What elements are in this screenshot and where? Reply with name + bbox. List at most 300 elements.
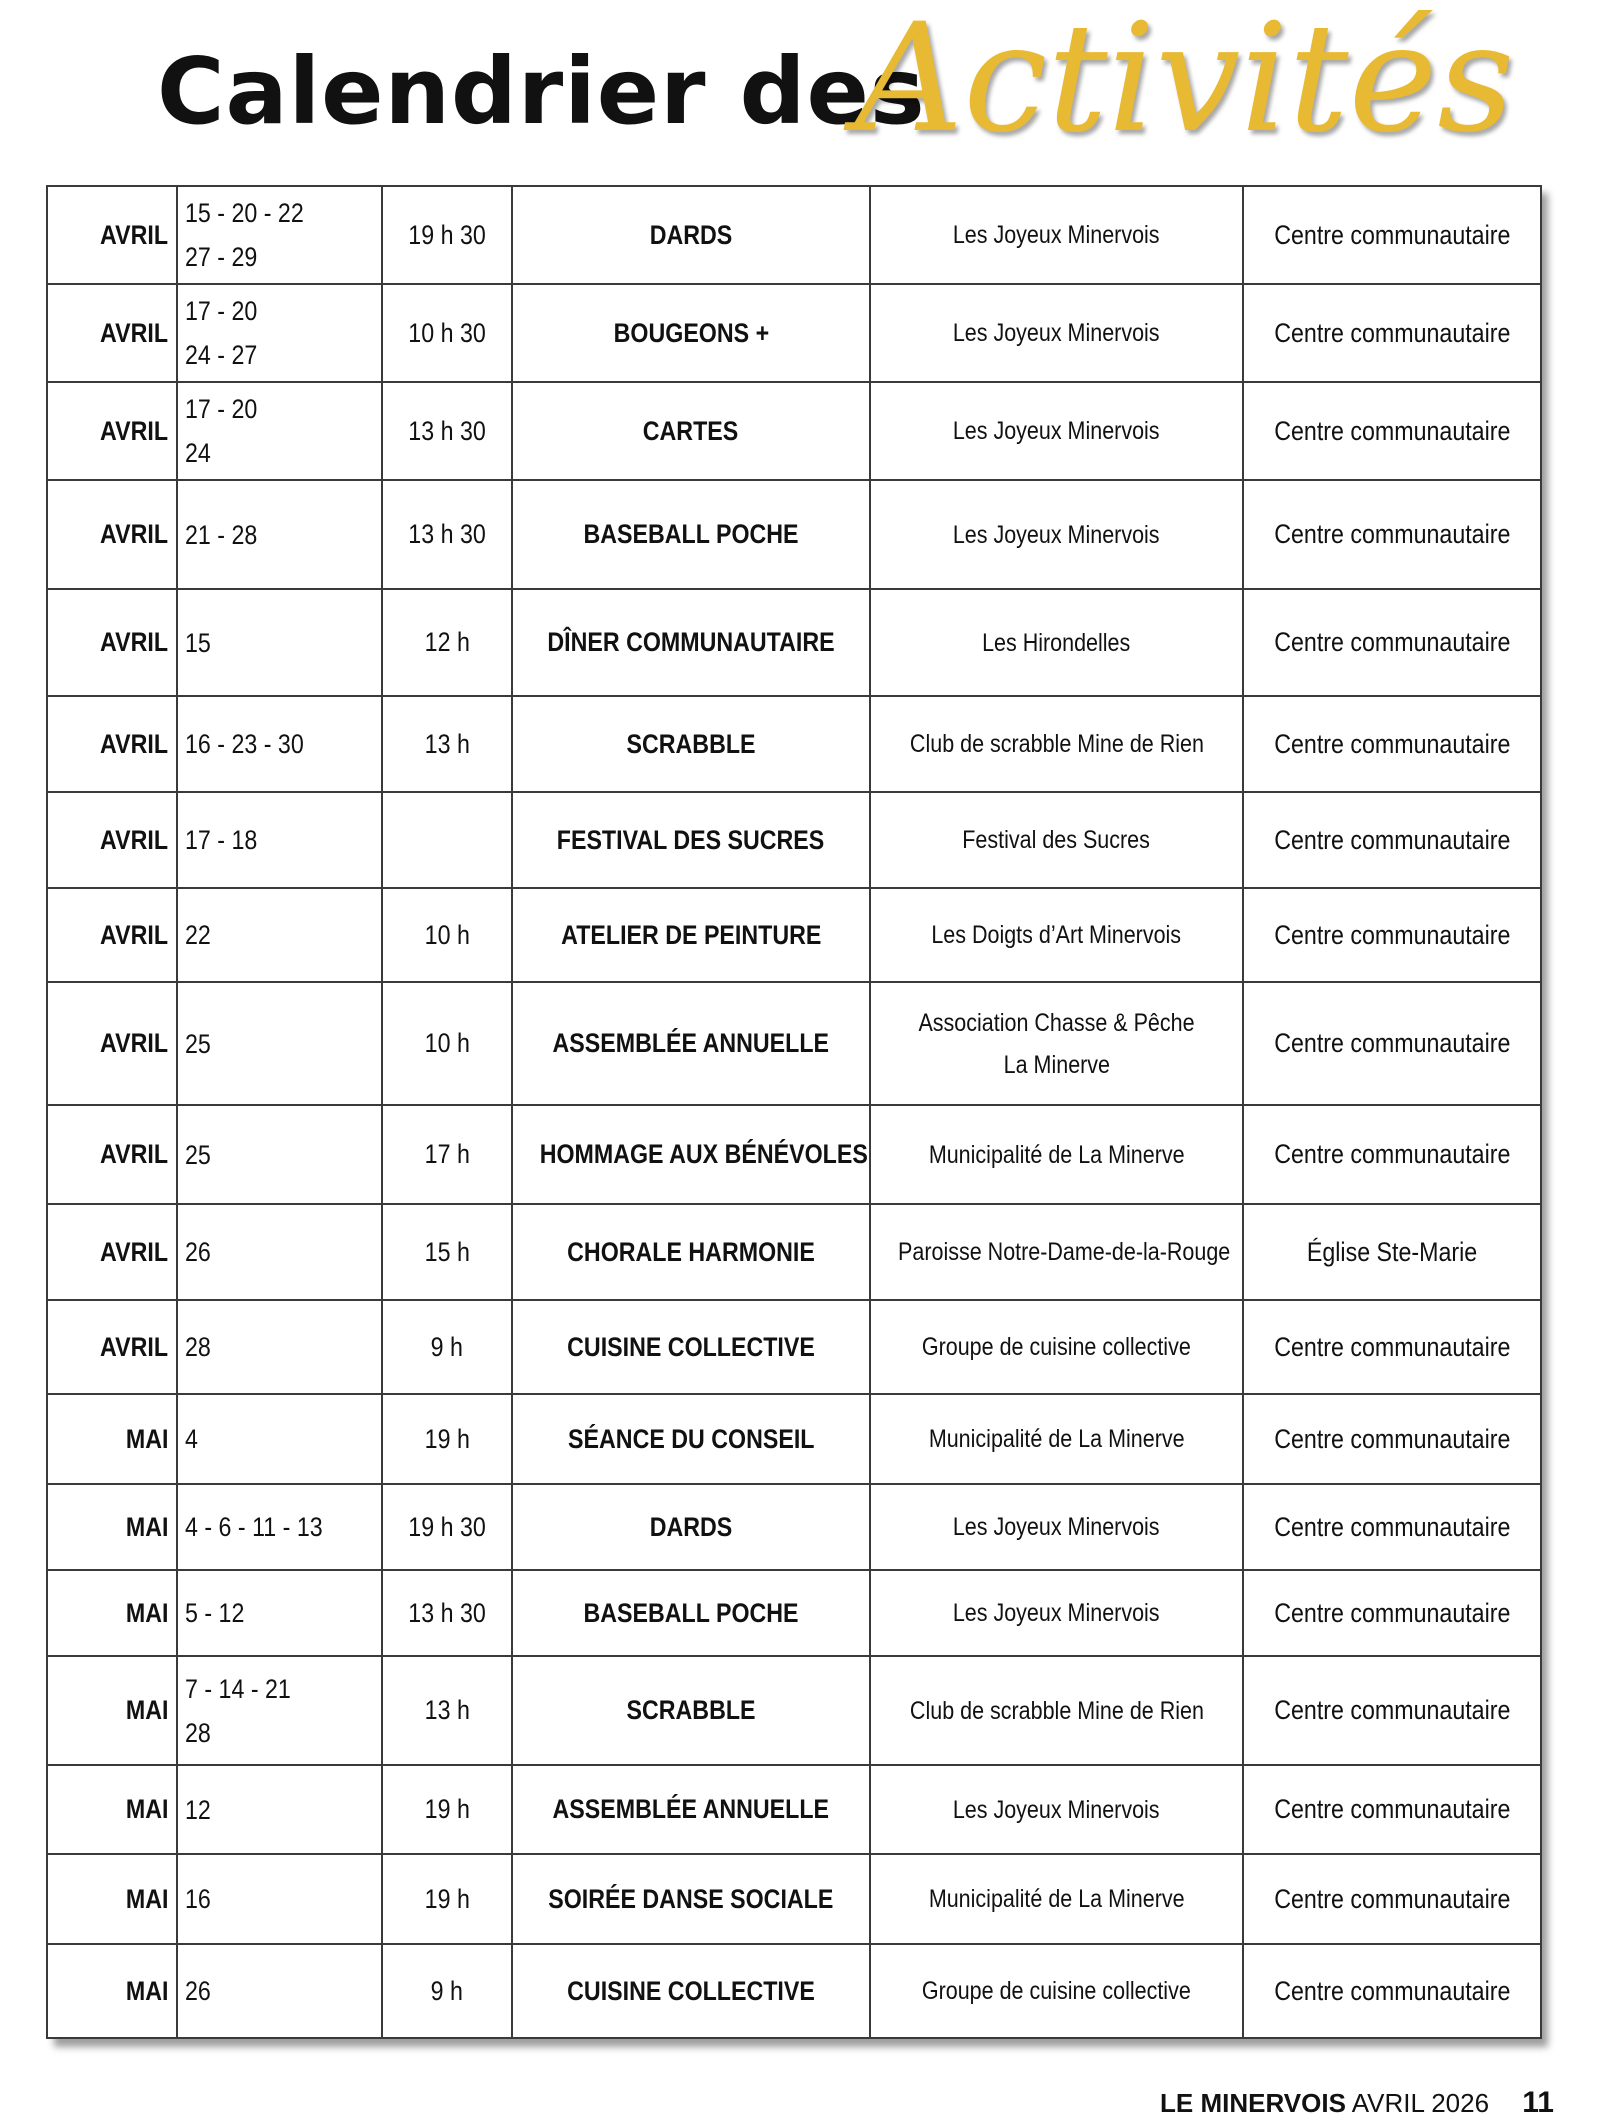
time-text: 9 h: [430, 1975, 464, 2006]
month-cell: [47, 1765, 177, 1854]
month-label: AVRIL: [100, 1331, 168, 1362]
activity-name: CUISINE COLLECTIVE: [567, 1331, 815, 1362]
activity-name: CARTES: [643, 415, 739, 446]
dates-cell: [177, 1300, 382, 1394]
dates-text: 17 - 18: [185, 825, 258, 855]
organizer-line: [871, 1231, 1242, 1273]
organizer-name: Groupe de cuisine collective: [922, 1333, 1191, 1361]
time-text: 19 h: [424, 1423, 470, 1454]
location-name: Centre communautaire: [1273, 1331, 1511, 1362]
organizer-cell: [870, 696, 1243, 792]
location-name: Centre communautaire: [1273, 1511, 1511, 1542]
organizer-cell: [870, 1656, 1243, 1765]
location-name: Centre communautaire: [1273, 519, 1511, 549]
dates-line: [185, 1788, 381, 1832]
dates-cell: [177, 1656, 382, 1765]
time-cell: [382, 1105, 512, 1204]
month-cell: [47, 1204, 177, 1300]
calendar-table: [46, 185, 1542, 2039]
month-label: MAI: [125, 1695, 168, 1725]
location-cell: [1243, 792, 1541, 888]
dates-text: 5 - 12: [185, 1598, 245, 1628]
organizer-line: [871, 1044, 1242, 1086]
time-text: 19 h 30: [408, 1511, 486, 1542]
organizer-cell: [870, 589, 1243, 696]
month-label: AVRIL: [100, 1139, 168, 1169]
month-cell: [47, 888, 177, 982]
dates-cell: [177, 480, 382, 589]
time-cell: [382, 1300, 512, 1394]
table-row: [47, 382, 1541, 480]
location-name: Centre communautaire: [1273, 627, 1511, 657]
location-name: Centre communautaire: [1273, 1695, 1511, 1725]
dates-text: 26: [185, 1237, 211, 1267]
month-label: MAI: [125, 1975, 168, 2006]
dates-line: [185, 818, 381, 862]
organizer-name: Groupe de cuisine collective: [922, 1977, 1191, 2005]
table-row: [47, 792, 1541, 888]
location-cell: [1243, 1300, 1541, 1394]
activity-cell: [512, 1944, 870, 2038]
month-label: MAI: [125, 1511, 168, 1542]
location-cell: [1243, 1570, 1541, 1656]
location-cell: [1243, 1854, 1541, 1944]
organizer-name: Les Joyeux Minervois: [953, 1795, 1160, 1824]
activity-cell: [512, 589, 870, 696]
month-label: MAI: [125, 1597, 168, 1628]
activity-cell: [512, 382, 870, 480]
time-text: 19 h: [424, 1794, 470, 1824]
location-cell: [1243, 382, 1541, 480]
month-cell: [47, 589, 177, 696]
activity-name: SCRABBLE: [626, 1695, 756, 1725]
dates-text: 7 - 14 - 21: [185, 1673, 291, 1704]
organizer-line: [871, 1592, 1242, 1634]
location-name: Centre communautaire: [1273, 317, 1511, 348]
dates-line: [185, 1022, 381, 1066]
table-row: [47, 589, 1541, 696]
location-cell: [1243, 284, 1541, 382]
organizer-line: [871, 214, 1242, 256]
time-text: 19 h 30: [408, 219, 486, 250]
location-name: Centre communautaire: [1273, 1423, 1511, 1454]
location-cell: [1243, 480, 1541, 589]
location-cell: [1243, 1944, 1541, 2038]
activity-name: HOMMAGE AUX BÉNÉVOLES: [539, 1139, 868, 1169]
month-cell: [47, 186, 177, 284]
organizer-cell: [870, 480, 1243, 589]
dates-cell: [177, 1105, 382, 1204]
location-cell: [1243, 1484, 1541, 1570]
dates-line: [185, 1325, 381, 1369]
activity-name: BOUGEONS +: [613, 317, 769, 348]
time-cell: [382, 1944, 512, 2038]
dates-cell: [177, 589, 382, 696]
activity-cell: [512, 696, 870, 792]
organizer-line: [871, 819, 1242, 861]
organizer-name: Les Joyeux Minervois: [953, 319, 1160, 347]
month-cell: [47, 284, 177, 382]
organizer-cell: [870, 1394, 1243, 1484]
dates-cell: [177, 696, 382, 792]
month-label: AVRIL: [100, 919, 168, 950]
organizer-name: Les Joyeux Minervois: [953, 1513, 1160, 1541]
organizer-line: [871, 914, 1242, 956]
location-name: Centre communautaire: [1273, 415, 1511, 446]
table-row: [47, 888, 1541, 982]
time-cell: [382, 480, 512, 589]
organizer-line: [871, 1690, 1242, 1732]
organizer-cell: [870, 1300, 1243, 1394]
organizer-name: Municipalité de La Minerve: [928, 1140, 1185, 1169]
location-name: Centre communautaire: [1273, 1975, 1511, 2006]
location-cell: [1243, 1105, 1541, 1204]
activity-name: DARDS: [649, 219, 733, 250]
month-label: AVRIL: [100, 1028, 168, 1058]
organizer-line: [871, 410, 1242, 452]
organizer-name: Les Joyeux Minervois: [953, 520, 1160, 549]
table-row: [47, 186, 1541, 284]
dates-line: [185, 1711, 381, 1755]
month-cell: [47, 1300, 177, 1394]
activity-name: CHORALE HARMONIE: [567, 1236, 815, 1267]
page-footer: [1160, 2086, 1554, 2120]
dates-line: [185, 1230, 381, 1274]
table-row: [47, 1300, 1541, 1394]
location-cell: [1243, 696, 1541, 792]
month-label: AVRIL: [100, 219, 168, 250]
organizer-name: Les Joyeux Minervois: [953, 417, 1160, 445]
dates-cell: [177, 1765, 382, 1854]
organizer-name: La Minerve: [1003, 1050, 1110, 1079]
table-row: [47, 696, 1541, 792]
activities-calendar: [46, 185, 1540, 2039]
dates-cell: [177, 792, 382, 888]
dates-cell: [177, 1570, 382, 1656]
organizer-line: [871, 1326, 1242, 1368]
dates-text: 24 - 27: [185, 340, 258, 370]
organizer-line: [871, 1878, 1242, 1920]
time-cell: [382, 186, 512, 284]
dates-text: 26: [185, 1976, 211, 2006]
month-cell: [47, 1656, 177, 1765]
time-text: 13 h: [424, 1695, 470, 1725]
activity-name: SCRABBLE: [626, 728, 756, 759]
month-cell: [47, 480, 177, 589]
activity-cell: [512, 1300, 870, 1394]
activity-cell: [512, 186, 870, 284]
dates-text: 21 - 28: [185, 519, 258, 550]
organizer-name: Les Doigts d’Art Minervois: [931, 921, 1182, 949]
activity-name: BASEBALL POCHE: [583, 519, 799, 549]
publication-name: LE MINERVOIS: [1160, 2088, 1346, 2118]
organizer-line: [871, 1970, 1242, 2012]
month-cell: [47, 1394, 177, 1484]
table-row: [47, 982, 1541, 1105]
activity-name: SÉANCE DU CONSEIL: [567, 1423, 815, 1454]
time-text: 10 h 30: [408, 317, 486, 348]
organizer-name: Club de scrabble Mine de Rien: [909, 730, 1204, 758]
dates-cell: [177, 888, 382, 982]
month-label: AVRIL: [100, 728, 168, 759]
activity-name: SOIRÉE DANSE SOCIALE: [548, 1883, 834, 1914]
dates-text: 16: [185, 1884, 211, 1914]
dates-cell: [177, 186, 382, 284]
month-cell: [47, 1105, 177, 1204]
time-text: 13 h 30: [408, 1597, 486, 1628]
month-label: MAI: [125, 1883, 168, 1914]
dates-line: [185, 1667, 381, 1711]
month-label: AVRIL: [100, 415, 168, 446]
organizer-name: Les Joyeux Minervois: [953, 221, 1160, 249]
location-name: Centre communautaire: [1273, 1883, 1511, 1914]
location-name: Centre communautaire: [1273, 728, 1511, 759]
location-name: Centre communautaire: [1273, 219, 1511, 250]
page-number: 11: [1522, 2086, 1554, 2119]
location-cell: [1243, 888, 1541, 982]
location-name: Centre communautaire: [1273, 1794, 1511, 1824]
activity-name: CUISINE COLLECTIVE: [567, 1975, 815, 2006]
dates-line: [185, 722, 381, 766]
table-row: [47, 1656, 1541, 1765]
activity-name: BASEBALL POCHE: [583, 1597, 799, 1628]
activity-cell: [512, 888, 870, 982]
dates-text: 25: [185, 1028, 211, 1059]
dates-line: [185, 333, 381, 377]
organizer-name: Club de scrabble Mine de Rien: [909, 1696, 1204, 1725]
page-title-script: Activités: [855, 0, 1515, 166]
activity-name: DÎNER COMMUNAUTAIRE: [547, 627, 835, 657]
calendar-body: [47, 186, 1541, 2038]
month-cell: [47, 1944, 177, 2038]
month-cell: [47, 696, 177, 792]
time-text: 10 h: [424, 1028, 470, 1058]
time-text: 13 h 30: [408, 519, 486, 549]
organizer-line: [871, 1506, 1242, 1548]
organizer-cell: [870, 1765, 1243, 1854]
table-row: [47, 1854, 1541, 1944]
time-text: 17 h: [424, 1139, 470, 1169]
time-cell: [382, 1570, 512, 1656]
month-label: AVRIL: [100, 627, 168, 657]
organizer-cell: [870, 1570, 1243, 1656]
dates-line: [185, 431, 381, 475]
location-cell: [1243, 186, 1541, 284]
time-cell: [382, 696, 512, 792]
dates-line: [185, 1591, 381, 1635]
time-text: 13 h 30: [408, 415, 486, 446]
location-cell: [1243, 1656, 1541, 1765]
dates-cell: [177, 1854, 382, 1944]
activity-cell: [512, 1854, 870, 1944]
organizer-line: [871, 1134, 1242, 1176]
table-row: [47, 1394, 1541, 1484]
organizer-cell: [870, 1854, 1243, 1944]
organizer-name: Municipalité de La Minerve: [928, 1425, 1185, 1453]
organizer-cell: [870, 284, 1243, 382]
dates-line: [185, 1877, 381, 1921]
location-name: Centre communautaire: [1273, 1139, 1511, 1169]
activity-cell: [512, 1204, 870, 1300]
table-row: [47, 1944, 1541, 2038]
location-cell: [1243, 1765, 1541, 1854]
dates-line: [185, 1133, 381, 1177]
location-name: Centre communautaire: [1273, 824, 1511, 855]
activity-name: ASSEMBLÉE ANNUELLE: [552, 1028, 830, 1058]
dates-cell: [177, 284, 382, 382]
location-name: Centre communautaire: [1273, 1028, 1511, 1058]
month-label: AVRIL: [100, 824, 168, 855]
dates-text: 28: [185, 1717, 211, 1748]
month-cell: [47, 382, 177, 480]
month-cell: [47, 792, 177, 888]
time-text: 12 h: [424, 627, 470, 657]
activity-cell: [512, 1765, 870, 1854]
dates-cell: [177, 382, 382, 480]
dates-cell: [177, 1944, 382, 2038]
organizer-line: [871, 1789, 1242, 1831]
month-label: MAI: [125, 1423, 168, 1454]
dates-line: [185, 1417, 381, 1461]
activity-name: ASSEMBLÉE ANNUELLE: [552, 1794, 830, 1824]
location-cell: [1243, 982, 1541, 1105]
month-label: AVRIL: [100, 519, 168, 549]
page-header: [0, 0, 1600, 190]
organizer-line: [871, 622, 1242, 664]
time-cell: [382, 589, 512, 696]
organizer-line: [871, 723, 1242, 765]
time-cell: [382, 1656, 512, 1765]
table-row: [47, 284, 1541, 382]
month-label: AVRIL: [100, 317, 168, 348]
organizer-cell: [870, 1944, 1243, 2038]
dates-line: [185, 621, 381, 665]
dates-line: [185, 913, 381, 957]
month-cell: [47, 1570, 177, 1656]
dates-line: [185, 1505, 381, 1549]
time-cell: [382, 1484, 512, 1570]
time-cell: [382, 284, 512, 382]
page-title: Calendrier des: [157, 38, 926, 145]
organizer-line: [871, 1418, 1242, 1460]
organizer-name: Festival des Sucres: [962, 826, 1151, 854]
dates-line: [185, 235, 381, 279]
dates-text: 27 - 29: [185, 242, 258, 272]
month-label: MAI: [125, 1794, 168, 1824]
time-cell: [382, 888, 512, 982]
table-row: [47, 1765, 1541, 1854]
month-cell: [47, 1484, 177, 1570]
dates-text: 28: [185, 1332, 211, 1362]
time-cell: [382, 1765, 512, 1854]
dates-line: [185, 191, 381, 235]
organizer-cell: [870, 888, 1243, 982]
location-cell: [1243, 1394, 1541, 1484]
organizer-name: Association Chasse & Pêche: [918, 1008, 1195, 1037]
time-text: 10 h: [424, 919, 470, 950]
month-label: AVRIL: [100, 1236, 168, 1267]
table-row: [47, 480, 1541, 589]
table-row: [47, 1484, 1541, 1570]
dates-line: [185, 289, 381, 333]
activity-cell: [512, 792, 870, 888]
organizer-cell: [870, 1204, 1243, 1300]
location-name: Centre communautaire: [1273, 1597, 1511, 1628]
organizer-name: Paroisse Notre-Dame-de-la-Rouge: [898, 1238, 1231, 1266]
dates-cell: [177, 982, 382, 1105]
activity-name: ATELIER DE PEINTURE: [560, 919, 822, 950]
month-cell: [47, 982, 177, 1105]
organizer-cell: [870, 186, 1243, 284]
dates-text: 24: [185, 438, 211, 468]
organizer-cell: [870, 792, 1243, 888]
dates-text: 17 - 20: [185, 394, 258, 424]
dates-cell: [177, 1484, 382, 1570]
activity-cell: [512, 1656, 870, 1765]
time-cell: [382, 1204, 512, 1300]
time-cell: [382, 1854, 512, 1944]
time-text: 13 h: [424, 728, 470, 759]
activity-cell: [512, 1570, 870, 1656]
time-cell: [382, 982, 512, 1105]
dates-text: 12: [185, 1794, 211, 1825]
dates-cell: [177, 1204, 382, 1300]
dates-line: [185, 513, 381, 557]
organizer-line: [871, 312, 1242, 354]
location-name: Centre communautaire: [1273, 919, 1511, 950]
dates-text: 16 - 23 - 30: [185, 729, 304, 759]
time-text: 15 h: [424, 1236, 470, 1267]
dates-text: 17 - 20: [185, 296, 258, 326]
activity-cell: [512, 1484, 870, 1570]
time-cell: [382, 382, 512, 480]
issue-date: AVRIL 2026: [1351, 2088, 1490, 2118]
organizer-name: Les Joyeux Minervois: [953, 1599, 1160, 1627]
dates-cell: [177, 1394, 382, 1484]
month-cell: [47, 1854, 177, 1944]
dates-text: 15 - 20 - 22: [185, 198, 304, 228]
organizer-cell: [870, 1484, 1243, 1570]
activity-cell: [512, 1105, 870, 1204]
dates-text: 22: [185, 920, 211, 950]
time-cell: [382, 792, 512, 888]
dates-text: 4: [185, 1424, 198, 1454]
organizer-cell: [870, 1105, 1243, 1204]
time-text: 19 h: [424, 1883, 470, 1914]
organizer-name: Municipalité de La Minerve: [928, 1885, 1185, 1913]
activity-cell: [512, 982, 870, 1105]
table-row: [47, 1204, 1541, 1300]
organizer-name: Les Hirondelles: [982, 628, 1131, 657]
dates-text: 15: [185, 627, 211, 658]
table-row: [47, 1105, 1541, 1204]
time-text: 9 h: [430, 1331, 464, 1362]
table-row: [47, 1570, 1541, 1656]
activity-name: DARDS: [649, 1511, 733, 1542]
organizer-line: [871, 1002, 1242, 1044]
organizer-cell: [870, 382, 1243, 480]
location-name: Église Ste-Marie: [1306, 1236, 1478, 1267]
organizer-line: [871, 514, 1242, 556]
activity-name: FESTIVAL DES SUCRES: [557, 824, 825, 855]
dates-line: [185, 1969, 381, 2013]
dates-line: [185, 387, 381, 431]
organizer-cell: [870, 982, 1243, 1105]
time-cell: [382, 1394, 512, 1484]
dates-text: 4 - 6 - 11 - 13: [185, 1512, 323, 1542]
dates-text: 25: [185, 1139, 211, 1170]
location-cell: [1243, 589, 1541, 696]
